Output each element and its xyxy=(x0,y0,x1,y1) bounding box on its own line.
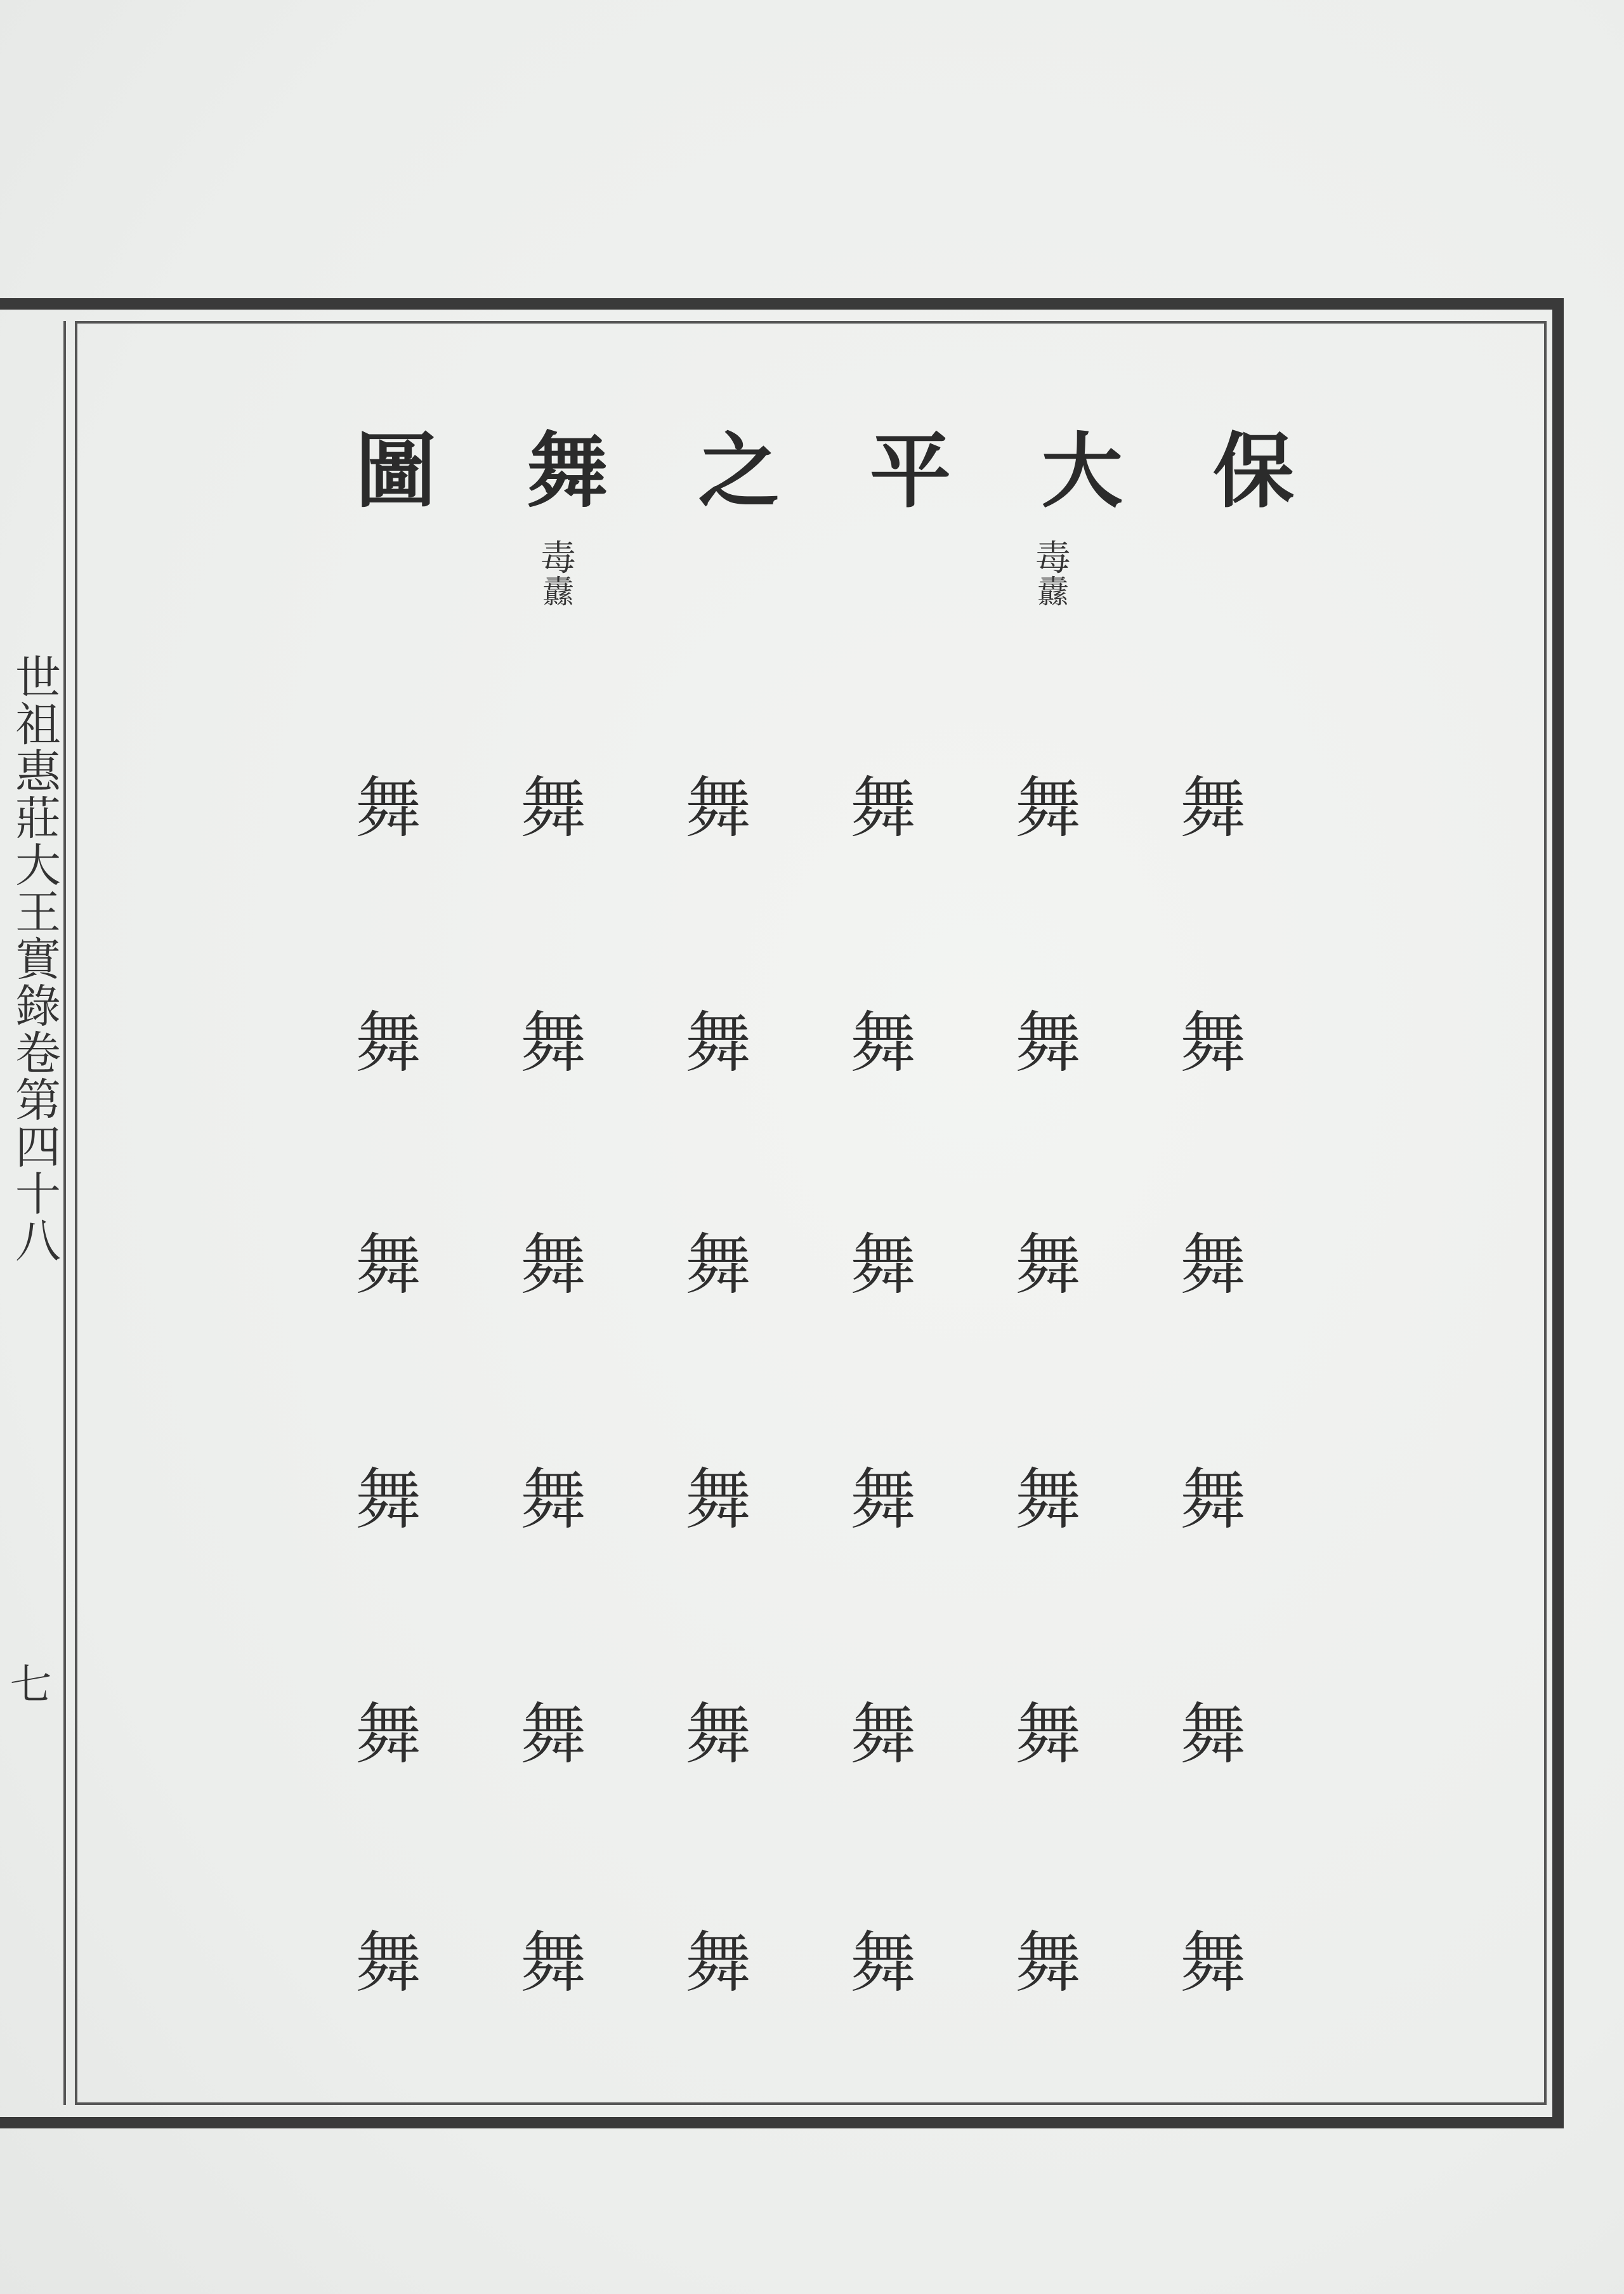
banner-label-left xyxy=(527,538,590,610)
dancer-r4-c4: 舞 xyxy=(850,1461,917,1538)
title-char-2: 大 xyxy=(1041,424,1123,519)
dancer-r5-c6: 舞 xyxy=(1180,1696,1247,1773)
dancer-r2-c2: 舞 xyxy=(520,1004,587,1082)
dancer-r3-c4: 舞 xyxy=(850,1226,917,1304)
dancer-r1-c1: 舞 xyxy=(355,770,422,847)
dancer-r6-c1: 舞 xyxy=(355,1924,422,2002)
dancer-r6-c4: 舞 xyxy=(850,1924,917,2002)
dancer-r2-c6: 舞 xyxy=(1180,1004,1247,1082)
title-char-4: 之 xyxy=(698,424,780,519)
dancer-r5-c3: 舞 xyxy=(685,1696,752,1773)
dancer-r5-c1: 舞 xyxy=(355,1696,422,1773)
dancer-r3-c5: 舞 xyxy=(1015,1226,1082,1304)
title-char-5: 舞 xyxy=(527,424,608,519)
dancer-r2-c5: 舞 xyxy=(1015,1004,1082,1082)
dancer-r2-c1: 舞 xyxy=(355,1004,422,1082)
dancer-r1-c4: 舞 xyxy=(850,770,917,847)
dancer-r4-c3: 舞 xyxy=(685,1461,752,1538)
dancer-r2-c4: 舞 xyxy=(850,1004,917,1082)
title-char-6: 圖 xyxy=(355,424,437,519)
dancer-r5-c2: 舞 xyxy=(520,1696,587,1773)
dancer-r4-c5: 舞 xyxy=(1015,1461,1082,1538)
dancer-r4-c1: 舞 xyxy=(355,1461,422,1538)
banner-label-left-top: 毒 xyxy=(540,538,576,579)
dancer-r2-c3: 舞 xyxy=(685,1004,752,1082)
dancer-r6-c2: 舞 xyxy=(520,1924,587,2002)
dancer-r1-c5: 舞 xyxy=(1015,770,1082,847)
dancer-r5-c5: 舞 xyxy=(1015,1696,1082,1773)
dancer-r6-c6: 舞 xyxy=(1180,1924,1247,2002)
title-char-3: 平 xyxy=(870,424,952,519)
dancer-r3-c6: 舞 xyxy=(1180,1226,1247,1304)
spine-title: 世祖惠莊大王實錄卷第四十八 xyxy=(8,653,61,1264)
banner-label-right-top: 毒 xyxy=(1035,538,1071,579)
banner-label-left-bottom: 纛 xyxy=(542,574,574,610)
dancer-r6-c5: 舞 xyxy=(1015,1924,1082,2002)
dancer-r4-c2: 舞 xyxy=(520,1461,587,1538)
dancer-r1-c3: 舞 xyxy=(685,770,752,847)
dancer-r1-c6: 舞 xyxy=(1180,770,1247,847)
diagram-title xyxy=(355,406,1294,523)
title-char-1: 保 xyxy=(1212,424,1294,519)
dancer-r3-c1: 舞 xyxy=(355,1226,422,1304)
dancer-r4-c6: 舞 xyxy=(1180,1461,1247,1538)
banner-label-right xyxy=(1021,538,1085,610)
page-number: 七 xyxy=(3,1662,51,1704)
dancer-formation-grid xyxy=(355,755,1294,2017)
dancer-r5-c4: 舞 xyxy=(850,1696,917,1773)
dancer-r3-c2: 舞 xyxy=(520,1226,587,1304)
dancer-r3-c3: 舞 xyxy=(685,1226,752,1304)
banner-label-right-bottom: 纛 xyxy=(1037,574,1069,610)
dancer-r1-c2: 舞 xyxy=(520,770,587,847)
spine-divider xyxy=(63,321,66,2105)
dancer-r6-c3: 舞 xyxy=(685,1924,752,2002)
